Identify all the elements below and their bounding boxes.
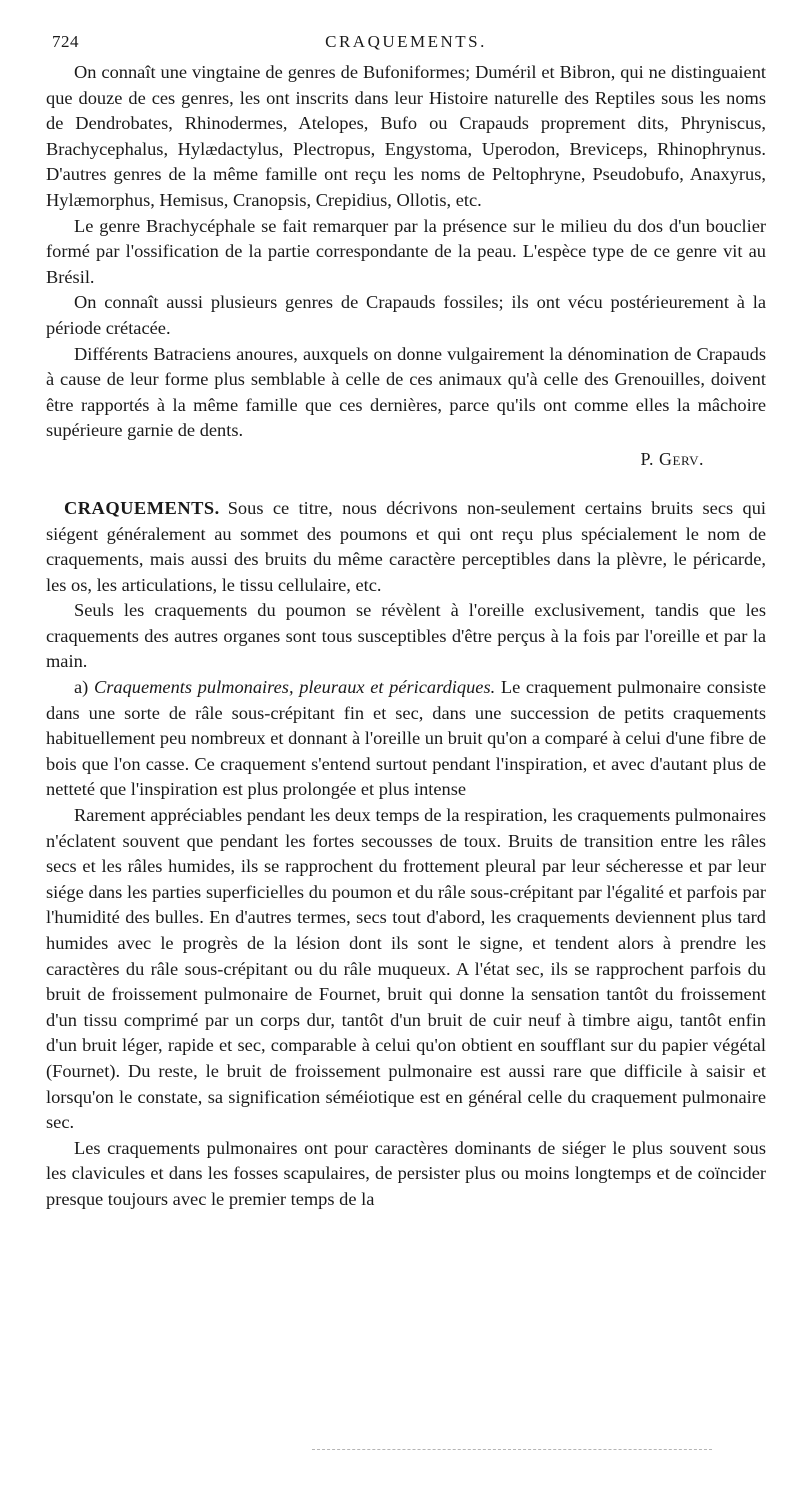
book-page: [46, 28, 766, 1213]
intro-paragraph: [46, 496, 766, 598]
running-title: CRAQUEMENTS.: [325, 32, 487, 51]
page-number: 724: [52, 32, 79, 51]
bottom-rule: [312, 1449, 712, 1450]
crapauds-section: [46, 60, 766, 472]
subsection-letter: a): [74, 677, 89, 698]
pulmonary-definition-text: Le craquement pulmonaire consiste dans une sorte de râle sous-crépitant fin et sec, dans une succession de petits craquements habituellement peu nombreux et donnant à l'oreille un bruit qu'on a comparé à celui d'une fibre de bois que l'on casse. Ce craquement s'entend surtout pendant l'inspiration, et avec d'autant plus de netteté que l'inspiration est plus prolongée et plus intense: [46, 677, 766, 800]
section-divider: [46, 472, 766, 496]
genera-paragraph: On connaît une vingtaine de genres de Bufoniformes; Duméril et Bibron, qui ne distinguaient que douze de ces genres, les ont inscrits dans leur Histoire naturelle des Reptiles sous les noms de Dendrobates, Rhinodermes, Atelopes, Bufo ou Crapauds proprement dits, Phryniscus, Brachycephalus, Hylædactylus, Plectropus, Engystoma, Uperodon, Breviceps, Rhinophrynus. D'autres genres de la même famille ont reçu les noms de Peltophryne, Pseudobufo, Anaxyrus, Hylæmorphus, Hemisus, Cranopsis, Crepidius, Ollotis, etc.: [46, 62, 766, 210]
anoures-paragraph: Différents Batraciens anoures, auxquels on donne vulgairement la dénomination de Crapauds à cause de leur forme plus semblable à celle de ces animaux qu'à celle des Grenouilles, doivent être rapportés à la même famille que ces dernières, parce qu'ils ont comme elles la mâchoire supérieure garnie de dents.: [46, 343, 766, 441]
entry-heading: CRAQUEMENTS.: [64, 497, 220, 518]
author-signature: P. Gerv.: [640, 448, 704, 469]
ear-only-paragraph: Seuls les craquements du poumon se révèlent à l'oreille exclusivement, tandis que les craquements des autres organes sont tous susceptibles d'être perçus à la fois par l'oreille et par la main.: [46, 600, 766, 672]
craquements-section: [46, 496, 766, 1213]
fossil-toads-paragraph: On connaît aussi plusieurs genres de Crapauds fossiles; ils ont vécu postérieurement à la période crétacée.: [46, 292, 766, 338]
intro-text: Sous ce titre, nous décrivons non-seulement certains bruits secs qui siégent généralement au sommet des poumons et qui ont reçu plus spécialement le nom de craquements, mais aussi des bruits du même caractère perceptibles dans la plèvre, le péricarde, les os, les articulations, le tissu cellulaire, etc.: [46, 497, 766, 595]
respiration-paragraph: Rarement appréciables pendant les deux temps de la respiration, les craquements pulmonaires n'éclatent souvent que pendant les fortes secousses de toux. Bruits de transition entre les râles secs et les râles humides, ils se rapprochent du frottement pleural par leur sécheresse et par leur siége dans les parties superficielles du poumon et du râle sous-crépitant par l'égalité et parfois par l'humidité des bulles. En d'autres termes, secs tout d'abord, les craquements deviennent plus tard humides avec le progrès de la lésion dont ils sont le signe, et tendent alors à prendre les caractères du râle sous-crépitant ou du râle muqueux. A l'état sec, ils se rapprochent parfois du bruit de froissement pulmonaire de Fournet, bruit qui donne la sensation tantôt du froissement d'un tissu comprimé par un corps dur, tantôt d'un bruit de cuir neuf à timbre aigu, tantôt enfin d'un bruit léger, rapide et sec, comparable à celui qu'on obtient en soufflant sur du papier végétal (Fournet). Du reste, le bruit de froissement pulmonaire est aussi rare que difficile à saisir et lorsqu'on le constate, sa signification séméiotique est en général celle du craquement pulmonaire sec.: [46, 805, 766, 1133]
pulmonary-definition-paragraph: [46, 675, 766, 803]
page-header: [46, 28, 766, 60]
location-paragraph: Les craquements pulmonaires ont pour caractères dominants de siéger le plus souvent sous les clavicules et dans les fosses scapulaires, de persister plus ou moins longtemps et de coïncider presque toujours avec le premier temps de la: [46, 1137, 766, 1209]
brachycephale-paragraph: Le genre Brachycéphale se fait remarquer par la présence sur le milieu du dos d'un bouclier formé par l'ossification de la partie correspondante de la peau. L'espèce type de ce genre vit au Brésil.: [46, 215, 766, 287]
subsection-title: Craquements pulmonaires, pleuraux et péricardiques.: [93, 677, 496, 698]
